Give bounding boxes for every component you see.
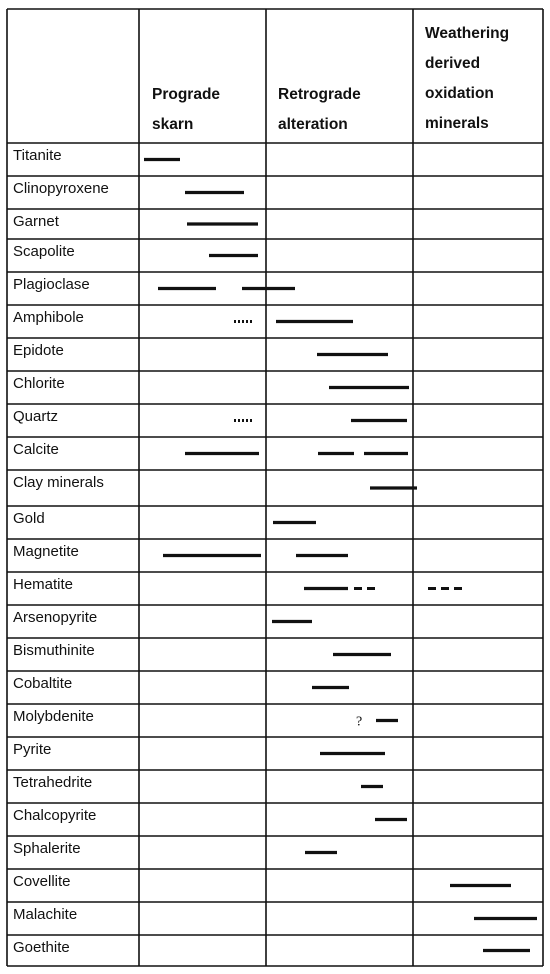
mineral-label: Titanite bbox=[13, 147, 62, 164]
mineral-label: Calcite bbox=[13, 441, 59, 458]
mineral-label: Molybdenite bbox=[13, 708, 94, 725]
mineral-label: Amphibole bbox=[13, 309, 84, 326]
mineral-label: Epidote bbox=[13, 342, 64, 359]
mineral-label: Clinopyroxene bbox=[13, 180, 109, 197]
header-weathering-oxidation-line: derived bbox=[425, 55, 481, 72]
mineral-label: Arsenopyrite bbox=[13, 609, 98, 626]
mineral-label: Clay minerals bbox=[13, 474, 104, 491]
header-retrograde-alteration-line: alteration bbox=[278, 116, 348, 133]
mineral-label: Chalcopyrite bbox=[13, 807, 97, 824]
header-weathering-oxidation-line: oxidation bbox=[425, 85, 494, 102]
mineral-label: Quartz bbox=[13, 408, 59, 425]
mineral-label: Plagioclase bbox=[13, 276, 90, 293]
header-retrograde-alteration-line: Retrograde bbox=[278, 86, 361, 103]
uncertain-marker: ? bbox=[356, 714, 363, 730]
mineral-label: Sphalerite bbox=[13, 840, 81, 857]
mineral-label: Gold bbox=[13, 510, 45, 527]
header-prograde-skarn-line: Prograde bbox=[152, 86, 221, 103]
mineral-label: Garnet bbox=[13, 213, 59, 230]
mineral-label: Cobaltite bbox=[13, 675, 73, 692]
mineral-label: Goethite bbox=[13, 939, 70, 956]
mineral-label: Covellite bbox=[13, 873, 71, 890]
mineral-label: Hematite bbox=[13, 576, 74, 593]
mineral-label: Scapolite bbox=[13, 243, 75, 260]
mineral-label: Chlorite bbox=[13, 375, 65, 392]
header-weathering-oxidation-line: Weathering bbox=[425, 25, 510, 42]
mineral-label: Bismuthinite bbox=[13, 642, 95, 659]
mineral-label: Tetrahedrite bbox=[13, 774, 93, 791]
mineral-label: Pyrite bbox=[13, 741, 52, 758]
header-prograde-skarn-line: skarn bbox=[152, 116, 194, 133]
mineral-label: Magnetite bbox=[13, 543, 79, 560]
mineral-label: Malachite bbox=[13, 906, 78, 923]
header-weathering-oxidation-line: minerals bbox=[425, 115, 489, 132]
